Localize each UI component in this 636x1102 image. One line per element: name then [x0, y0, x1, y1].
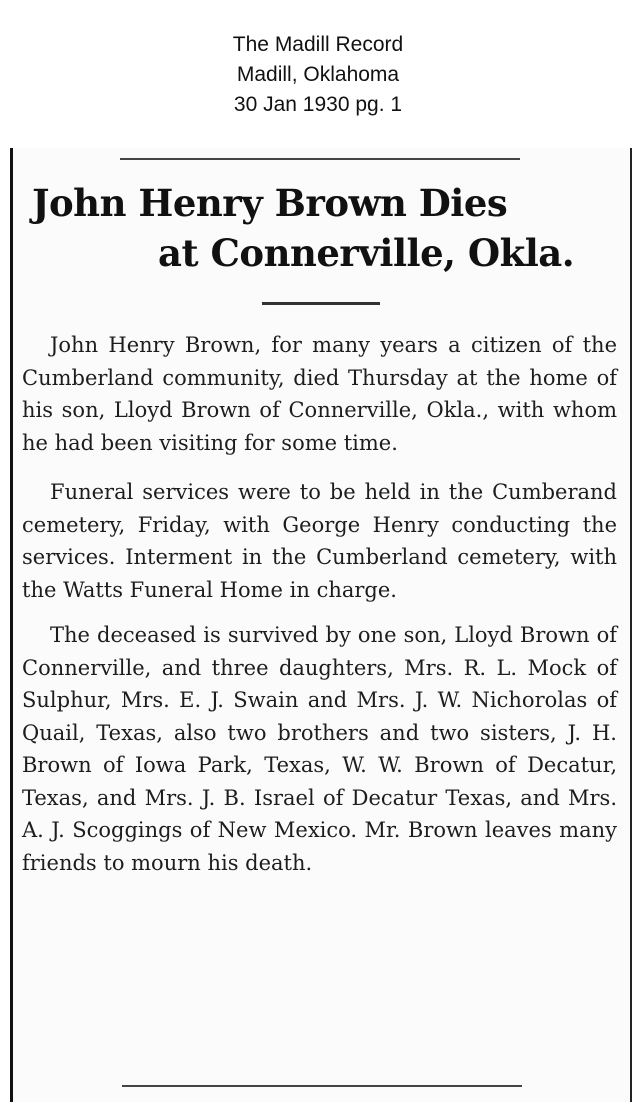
column-rule-left — [10, 148, 13, 1102]
top-divider — [120, 158, 520, 160]
publication-location: Madill, Oklahoma — [236, 63, 400, 86]
headline-line-1: John Henry Brown Dies — [32, 181, 508, 225]
article-body — [22, 329, 617, 892]
headline-divider — [262, 302, 380, 305]
publication-name: The Madill Record — [232, 33, 404, 56]
newspaper-clipping — [10, 148, 632, 1102]
column-rule-right — [630, 148, 632, 1102]
headline-line-2: at Connerville, Okla. — [158, 231, 575, 275]
publication-date-page: 30 Jan 1930 pg. 1 — [233, 93, 403, 116]
paragraph-3: The deceased is survived by one son, Lloyd Brown of Connerville, and three daughters, Mrs. R. L. Mock of Sulphur, Mrs. E. J. Swain and Mrs. J. W. Nichorolas of Quail, Texas, also two brothers and two sisters, J. H. Brown of Iowa Park, Texas, W. W. Brown of Decatur, Texas, and Mrs. J. B. Israel of Decatur Texas, and Mrs. A. J. Scoggings of New Mexico. Mr. Brown leaves many friends to mourn his death. — [22, 623, 617, 875]
paragraph-1: John Henry Brown, for many years a citizen of the Cumberland community, died Thursday at the home of his son, Lloyd Brown of Connerville, Okla., with whom he had been visiting for some time. — [22, 333, 617, 455]
bottom-divider — [122, 1085, 522, 1087]
article-headline — [32, 178, 622, 278]
paragraph-2: Funeral services were to be held in the Cumberand cemetery, Friday, with George Henry conducting the services. Interment in the Cumberland cemetery, with the Watts Funeral Home in charge. — [22, 480, 617, 602]
clipping-caption — [0, 30, 636, 120]
